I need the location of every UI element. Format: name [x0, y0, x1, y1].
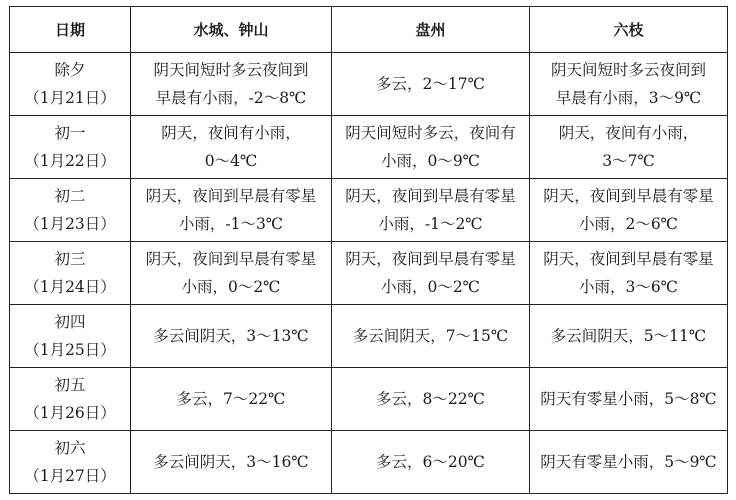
forecast-text: 小雨，3～6℃: [578, 278, 679, 296]
forecast-text: 阴天，夜间到早晨有零星: [345, 250, 516, 268]
table-row: [10, 179, 728, 242]
forecast-text: 小雨，0～2℃: [181, 278, 281, 296]
forecast-cell-shuicheng: [131, 179, 332, 242]
forecast-cell-shuicheng: [131, 305, 332, 368]
header-row: [10, 7, 728, 53]
forecast-cell-shuicheng: [131, 431, 332, 494]
day-name: 初三: [54, 250, 86, 268]
date-cell: [10, 305, 131, 368]
day-date: （1月27日）: [24, 467, 116, 485]
forecast-cell-liuzhi: [530, 242, 728, 305]
forecast-cell-shuicheng: [131, 242, 332, 305]
date-cell: [10, 179, 131, 242]
day-date: （1月22日）: [24, 152, 116, 170]
day-name: 除夕: [54, 61, 86, 79]
date-cell: [10, 431, 131, 494]
forecast-text: 阴天，夜间到早晨有零星: [145, 250, 317, 268]
forecast-cell-liuzhi: [530, 431, 728, 494]
forecast-text: 小雨，0～2℃: [380, 278, 481, 296]
day-date: （1月21日）: [24, 89, 116, 107]
forecast-cell-liuzhi: [530, 53, 728, 116]
forecast-text: 阴天，夜间到早晨有零星: [345, 187, 516, 205]
forecast-text: 小雨，0～9℃: [380, 152, 481, 170]
forecast-text: 阴天，夜间有小雨，: [161, 124, 301, 142]
table-row: [10, 53, 728, 116]
forecast-text: 小雨，-1～2℃: [378, 215, 483, 233]
forecast-cell-liuzhi: [530, 116, 728, 179]
forecast-text: 阴天间短时多云夜间到: [153, 61, 309, 79]
forecast-cell-panzhou: [332, 305, 530, 368]
forecast-cell-liuzhi: [530, 368, 728, 431]
forecast-text: 阴天有零星小雨，5～9℃: [540, 453, 717, 471]
forecast-text: 早晨有小雨，3～9℃: [555, 89, 702, 107]
forecast-text: 小雨，-1～3℃: [178, 215, 284, 233]
table-row: [10, 242, 728, 305]
day-name: 初二: [54, 187, 86, 205]
forecast-text: 阴天，夜间到早晨有零星: [145, 187, 317, 205]
forecast-cell-liuzhi: [530, 305, 728, 368]
forecast-cell-panzhou: [332, 368, 530, 431]
date-cell: [10, 368, 131, 431]
forecast-text: 阴天间短时多云夜间到: [550, 61, 706, 79]
forecast-table: [9, 6, 728, 494]
day-name: 初五: [54, 376, 86, 394]
date-cell: [10, 242, 131, 305]
forecast-text: 阴天，夜间有小雨，: [558, 124, 699, 142]
forecast-text: 阴天有零星小雨，5～8℃: [540, 390, 717, 408]
table-row: [10, 431, 728, 494]
forecast-text: 阴天，夜间到早晨有零星: [543, 250, 714, 268]
forecast-cell-shuicheng: [131, 53, 332, 116]
date-cell: [10, 116, 131, 179]
day-name: 初四: [54, 313, 86, 331]
forecast-text: 小雨，2～6℃: [578, 215, 679, 233]
forecast-text: 多云间阴天，3～16℃: [153, 453, 309, 471]
forecast-cell-panzhou: [332, 116, 530, 179]
forecast-text: 阴天间短时多云，夜间有: [345, 124, 516, 142]
day-date: （1月23日）: [24, 215, 116, 233]
day-date: （1月25日）: [24, 341, 116, 359]
day-name: 初六: [54, 439, 86, 457]
header-panzhou: 盘州: [332, 7, 530, 53]
forecast-cell-panzhou: [332, 242, 530, 305]
date-cell: [10, 53, 131, 116]
day-date: （1月24日）: [24, 278, 116, 296]
forecast-text: 多云间阴天，5～11℃: [550, 327, 707, 345]
forecast-cell-panzhou: [332, 431, 530, 494]
header-date: 日期: [10, 7, 131, 53]
table-row: [10, 116, 728, 179]
day-date: （1月26日）: [24, 404, 116, 422]
forecast-text: 0～4℃: [204, 152, 258, 170]
forecast-cell-shuicheng: [131, 368, 332, 431]
day-name: 初一: [54, 124, 86, 142]
forecast-text: 3～7℃: [602, 152, 655, 170]
forecast-cell-shuicheng: [131, 116, 332, 179]
forecast-text: 多云，6～20℃: [376, 453, 485, 471]
forecast-cell-panzhou: [332, 53, 530, 116]
forecast-text: 阴天，夜间到早晨有零星: [543, 187, 714, 205]
forecast-cell-panzhou: [332, 179, 530, 242]
forecast-text: 多云间阴天，3～13℃: [153, 327, 309, 345]
table-row: [10, 368, 728, 431]
header-shuicheng-zhongshan: 水城、钟山: [131, 7, 332, 53]
forecast-text: 多云间阴天，7～15℃: [352, 327, 509, 345]
forecast-text: 早晨有小雨，-2～8℃: [155, 89, 307, 107]
forecast-text: 多云，2～17℃: [376, 75, 485, 93]
table-row: [10, 305, 728, 368]
forecast-cell-liuzhi: [530, 179, 728, 242]
header-liuzhi: 六枝: [530, 7, 728, 53]
forecast-text: 多云，7～22℃: [176, 390, 286, 408]
forecast-text: 多云，8～22℃: [376, 390, 485, 408]
